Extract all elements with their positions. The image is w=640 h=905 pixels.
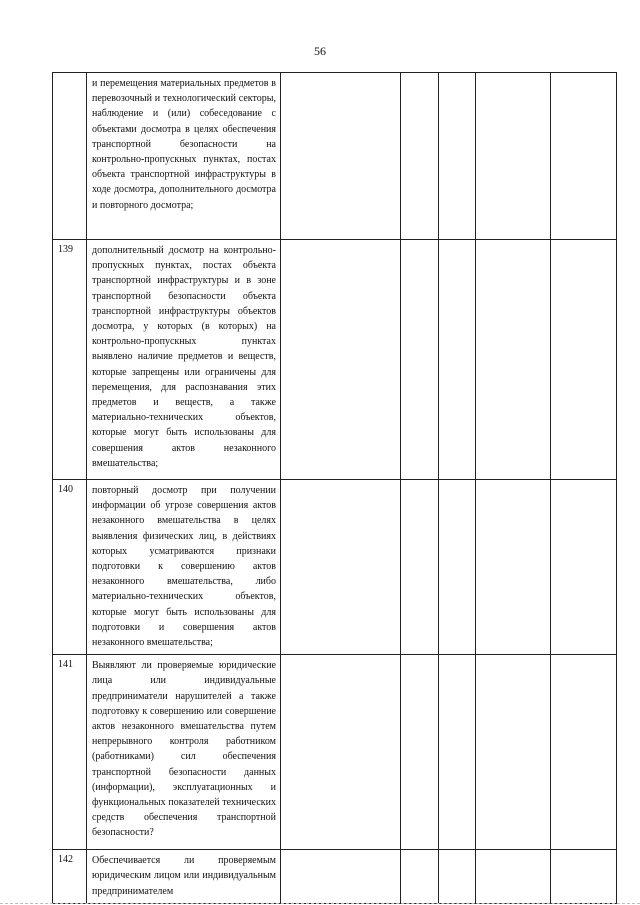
checklist-table (52, 72, 617, 904)
table-row (53, 73, 617, 240)
empty-cell (476, 655, 551, 850)
empty-cell (439, 240, 476, 480)
empty-cell (281, 850, 401, 904)
empty-cell (401, 480, 439, 655)
requirement-text: Обеспечивается ли проверяемым юридическим лицом или индивидуальным предпринимателем (87, 850, 281, 904)
empty-cell (401, 655, 439, 850)
table-row (53, 850, 617, 904)
empty-cell (476, 480, 551, 655)
empty-cell (401, 850, 439, 904)
empty-cell (401, 240, 439, 480)
empty-cell (281, 240, 401, 480)
empty-cell (476, 240, 551, 480)
row-number: 139 (53, 240, 87, 480)
row-number: 142 (53, 850, 87, 904)
empty-cell (439, 850, 476, 904)
requirement-text: дополнительный досмотр на контрольно-пропускных пунктах, постах объекта транспортной инфраструктуры и в зоне транспортной безопасности объекта транспортной инфраструктуры объектов досмотра, у которых (в которых) на контрольно-пропускных пунктах выявлено наличие предметов и веществ, которые запрещены или ограничены для перемещения, для распознавания этих предметов и веществ, а также материально-технических объектов, которые могут быть использованы для совершения актов незаконного вмешательства; (87, 240, 281, 480)
empty-cell (476, 850, 551, 904)
table-row (53, 480, 617, 655)
empty-cell (551, 73, 617, 240)
empty-cell (281, 73, 401, 240)
requirement-text: и перемещения материальных предметов в перевозочный и технологический секторы, наблюдение и (или) собеседование с объектами досмотра в целях обеспечения транспортной безопасности на контрольно-пропускных пунктах, постах объекта транспортной инфраструктуры в ходе досмотра, дополнительного досмотра и повторного досмотра; (87, 73, 281, 240)
empty-cell (401, 73, 439, 240)
row-number: 140 (53, 480, 87, 655)
row-number: 141 (53, 655, 87, 850)
row-number (53, 73, 87, 240)
empty-cell (476, 73, 551, 240)
requirement-text: Выявляют ли проверяемые юридические лица или индивидуальные предприниматели нарушителей а также подготовку к совершению или совершение актов незаконного вмешательства путем непрерывного контроля работником (работниками) сил обеспечения транспортной безопасности данных (информации), эксплуатационных и функциональных показателей технических средств обеспечения транспортной безопасности? (87, 655, 281, 850)
table-row (53, 240, 617, 480)
empty-cell (551, 655, 617, 850)
empty-cell (551, 850, 617, 904)
empty-cell (551, 240, 617, 480)
page-number: 56 (314, 44, 326, 58)
empty-cell (439, 480, 476, 655)
empty-cell (281, 655, 401, 850)
requirement-text: повторный досмотр при получении информации об угрозе совершения актов незаконного вмешательства в целях выявления физических лиц, в действиях которых усматриваются признаки подготовки к совершению актов незаконного вмешательства, либо материально-технических объектов, которые могут быть использованы для подготовки и совершения актов незаконного вмешательства; (87, 480, 281, 655)
empty-cell (281, 480, 401, 655)
empty-cell (439, 655, 476, 850)
table-row (53, 655, 617, 850)
empty-cell (439, 73, 476, 240)
empty-cell (551, 480, 617, 655)
